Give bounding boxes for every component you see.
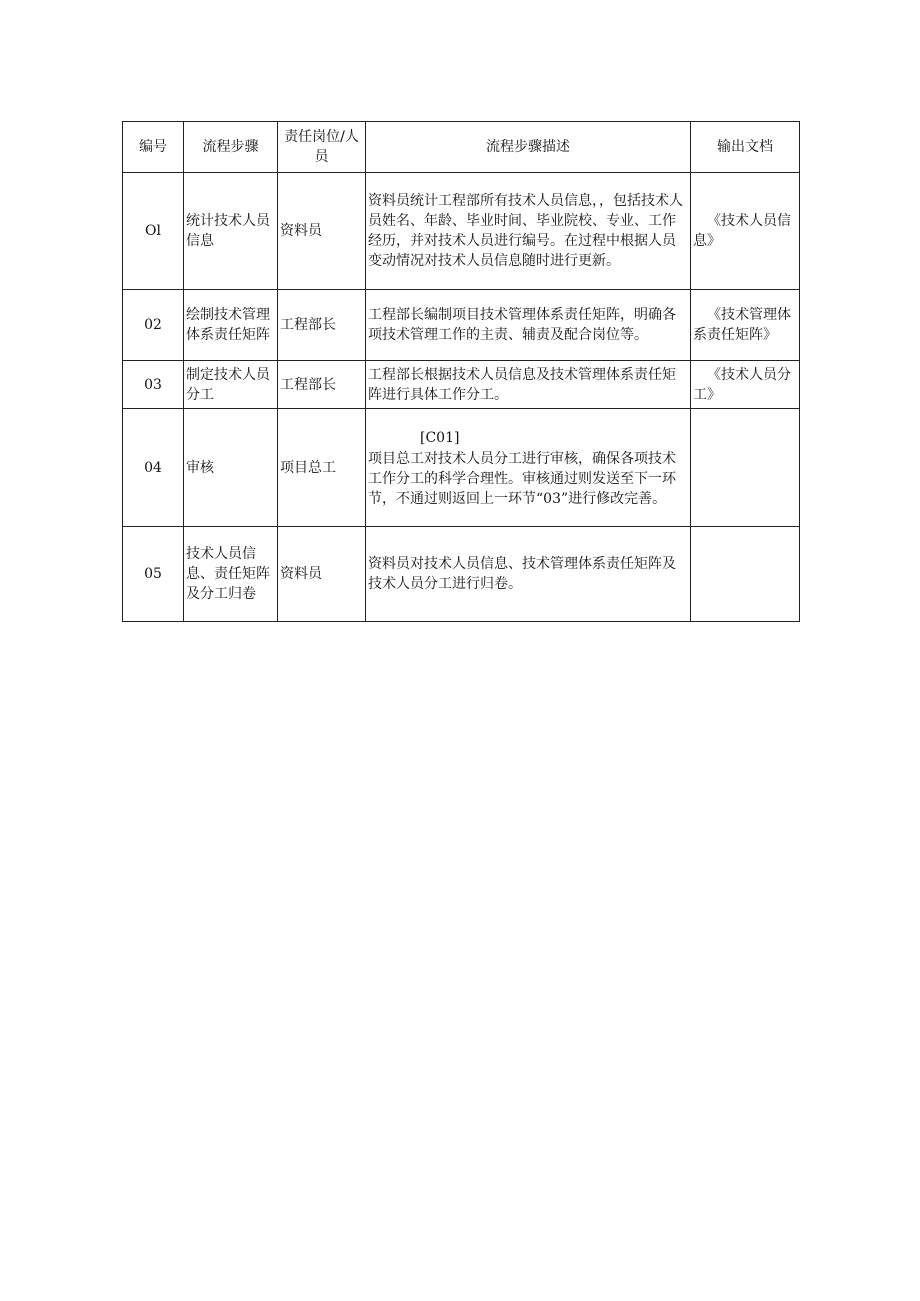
header-doc: 输出文档 — [691, 122, 800, 173]
row-no: 02 — [123, 290, 184, 361]
header-desc: 流程步骤描述 — [366, 122, 691, 173]
row-step: 统计技术人员信息 — [184, 173, 278, 290]
row-doc — [691, 409, 800, 527]
row-role: 资料员 — [278, 527, 366, 622]
row-no: Ol — [123, 173, 184, 290]
table-row — [123, 527, 800, 622]
row-doc — [691, 527, 800, 622]
row-doc-text: 《技术人员分工》 — [693, 366, 791, 403]
comment-marker[interactable]: [C01] — [420, 429, 460, 446]
row-step: 审核 — [184, 409, 278, 527]
row-doc-text: 《技术人员信息》 — [693, 213, 791, 249]
row-desc: 资料员对技术人员信息、技术管理体系责任矩阵及技术人员分工进行归卷。 — [366, 527, 691, 622]
header-role: 责任岗位/人员 — [278, 122, 366, 173]
row-role: 资料员 — [278, 173, 366, 290]
table-row — [123, 409, 800, 527]
row-role: 项目总工 — [278, 409, 366, 527]
row-doc — [691, 290, 800, 361]
row-role: 工程部长 — [278, 290, 366, 361]
table-row — [123, 361, 800, 409]
row-desc-text: 项目总工对技术人员分工进行审核，确保各项技术工作分工的科学合理性。审核通过则发送至下一环节，不通过则返回上一环节“03”进行修改完善。 — [368, 450, 676, 507]
table-row — [123, 173, 800, 290]
row-doc — [691, 361, 800, 409]
process-table — [122, 121, 800, 622]
row-desc — [366, 409, 691, 527]
row-desc: 工程部长根据技术人员信息及技术管理体系责任矩阵进行具体工作分工。 — [366, 361, 691, 409]
row-no: 05 — [123, 527, 184, 622]
row-desc: 资料员统计工程部所有技术人员信息，，包括技术人员姓名、年龄、毕业时间、毕业院校、专业、工作经历，并对技术人员进行编号。在过程中根据人员变动情况对技术人员信息随时进行更新。 — [366, 173, 691, 290]
row-step: 制定技术人员分工 — [184, 361, 278, 409]
row-step: 绘制技术管理体系责任矩阵 — [184, 290, 278, 361]
row-role: 工程部长 — [278, 361, 366, 409]
row-no: 03 — [123, 361, 184, 409]
row-doc — [691, 173, 800, 290]
row-no: 04 — [123, 409, 184, 527]
table-row — [123, 290, 800, 361]
header-step: 流程步骤 — [184, 122, 278, 173]
row-doc-text: 《技术管理体系责任矩阵》 — [693, 307, 791, 343]
row-desc: 工程部长编制项目技术管理体系责任矩阵，明确各项技术管理工作的主责、辅责及配合岗位等。 — [366, 290, 691, 361]
row-step: 技术人员信息、责任矩阵及分工归卷 — [184, 527, 278, 622]
table-header-row — [123, 122, 800, 173]
header-no: 编号 — [123, 122, 184, 173]
